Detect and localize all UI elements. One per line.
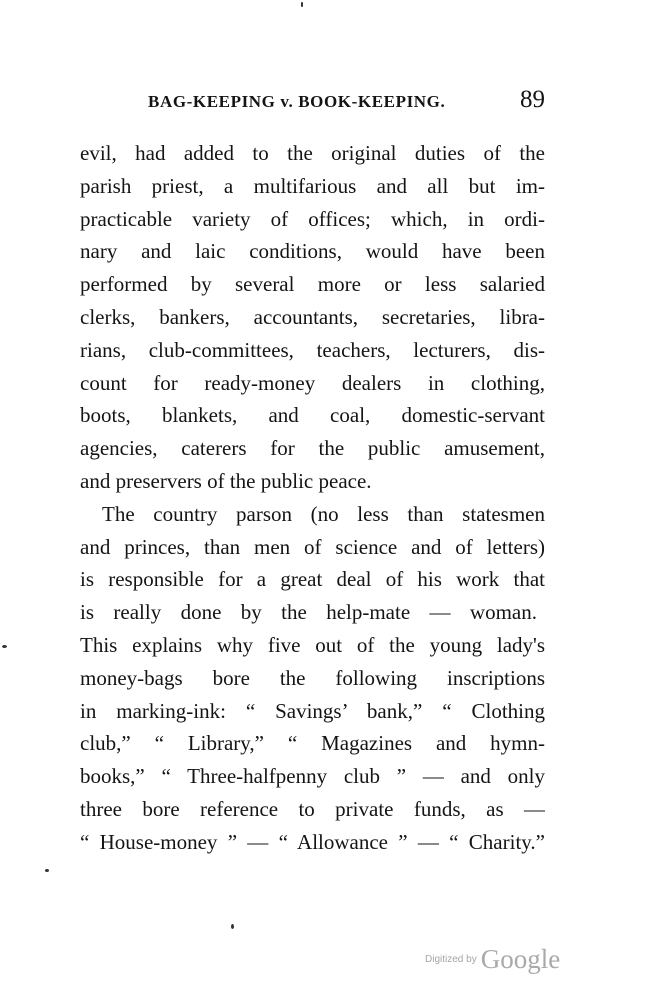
text-line-paragraph-end: and preservers of the public peace. (80, 468, 372, 493)
text-line: agencies, caterers for the public amusement, (80, 436, 545, 461)
running-title: BAG-KEEPING v. BOOK-KEEPING. (148, 92, 446, 111)
text-line: club,” “ Library,” “ Magazines and hymn- (80, 731, 545, 756)
body-text (80, 137, 545, 859)
text-line: evil, had added to the original duties of the (80, 141, 545, 165)
scan-speck (45, 869, 49, 872)
text-line: clerks, bankers, accountants, secretaries, libra- (80, 304, 545, 329)
text-line: is really done by the help-mate — woman. (80, 600, 537, 625)
running-head (80, 86, 545, 118)
google-logo: Google (480, 944, 561, 974)
text-line: three bore reference to private funds, as — (80, 796, 545, 821)
page-number: 89 (520, 86, 545, 113)
text-line: This explains why five out of the young lady's (80, 632, 545, 657)
text-line: rians, club-committees, teachers, lecturers, dis- (80, 337, 545, 362)
text-line: and princes, than men of science and of letters) (80, 534, 545, 559)
text-line: “ House-money ” — “ Allowance ” — “ Charity.” (80, 829, 545, 854)
text-line: in marking-ink: “ Savings’ bank,” “ Clothing (80, 698, 545, 723)
text-line-paragraph-start: The country parson (no less than statesmen (102, 501, 545, 526)
scan-speck (231, 924, 234, 929)
text-line: nary and laic conditions, would have been (80, 239, 545, 264)
scan-speck (301, 2, 303, 7)
digitization-watermark (425, 944, 560, 975)
text-line: books,” “ Three-halfpenny club ” — and only (80, 764, 545, 789)
text-line: count for ready-money dealers in clothing, (80, 370, 545, 395)
scan-speck (2, 645, 7, 648)
text-line: practicable variety of offices; which, in ordi- (80, 206, 545, 231)
text-line: money-bags bore the following inscriptions (80, 665, 545, 690)
text-line: is responsible for a great deal of his work that (80, 567, 545, 592)
watermark-prefix: Digitized by (425, 954, 477, 965)
text-line: parish priest, a multifarious and all but im- (80, 173, 545, 198)
text-line: boots, blankets, and coal, domestic-servant (80, 403, 545, 428)
text-line: performed by several more or less salaried (80, 272, 545, 297)
